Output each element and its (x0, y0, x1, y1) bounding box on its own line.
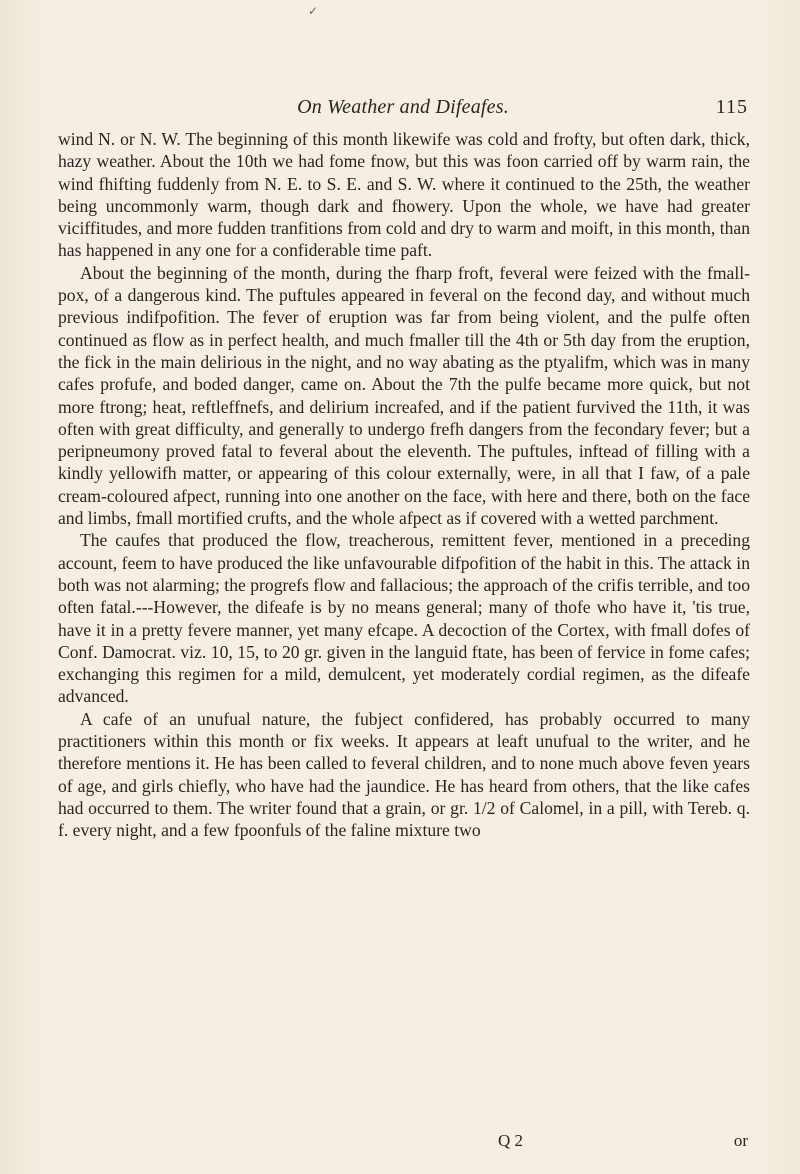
body-text (58, 128, 750, 842)
pencil-mark: ✓ (308, 4, 319, 18)
paragraph: A cafe of an unufual nature, the fubject confidered, has probably occurred to many practitioners within this month or fix weeks. It appears at leaft unufual to the writer, and he therefore mentions it. He has been called to feveral children, and to none much above feven years of age, and girls chiefly, who have had the jaundice. He has heard from others, that the like cafes had occurred to them. The writer found that a grain, or gr. 1/2 of Calomel, in a pill, with Tereb. q. f. every night, and a few fpoonfuls of the faline mixture two (58, 708, 750, 841)
paragraph: About the beginning of the month, during the fharp froft, feveral were feized with the fmall-pox, of a dangerous kind. The puftules appeared in feveral on the fecond day, and without much previous indifpofition. The fever of eruption was far from being violent, and the pulfe often continued as flow as in perfect health, and much fmaller till the 4th or 5th day from the eruption, the fick in the main delirious in the night, and no way abating as the ptyalifm, which was in many cafes profufe, and boded danger, came on. About the 7th the pulfe became more quick, but not more ftrong; heat, reftleffnefs, and delirium increafed, and if the patient furvived the 11th, it was often with great difficulty, and generally to undergo frefh dangers from the fecondary fever; but a peripneumony proved fatal to feveral about the eleventh. The puftules, inftead of filling with a kindly yellowifh matter, or appearing of this colour externally, were, in all that I faw, of a pale cream-coloured afpect, running into one another on the face, with here and there, both on the face and limbs, fmall mortified crufts, and the whole afpect as if covered with a wetted parchment. (58, 262, 750, 529)
catchword: or (733, 1131, 748, 1150)
running-head (58, 96, 748, 122)
paragraph: wind N. or N. W. The beginning of this month likewife was cold and frofty, but often dark, thick, hazy weather. About the 10th we had fome fnow, but this was foon carried off by warm rain, the wind fhifting fuddenly from N. E. to S. E. and S. W. where it continued to the 25th, the weather being uncommonly warm, though dark and fhowery. Upon the whole, we have had greater viciffitudes, and more fudden tranfitions from cold and dry to warm and moift, in this month, than has happened in any one for a confiderable time paft. (58, 129, 750, 261)
paragraph: The caufes that produced the flow, treacherous, remittent fever, mentioned in a preceding account, feem to have produced the like unfavourable difpofition of the habit in this. The attack in both was not alarming; the progrefs flow and fallacious; the approach of the crifis terrible, and too often fatal.---However, the difeafe is by no means general; many of thofe who have it, 'tis true, have it in a pretty fevere manner, yet many efcape. A decoction of the Cortex, with fmall dofes of Conf. Damocrat. viz. 10, 15, to 20 gr. given in the languid ftate, has been of fervice in fome cafes; exchanging this regimen for a mild, demulcent, yet moderately cordial regimen, as the difeafe advanced. (58, 530, 750, 707)
running-head-title: On Weather and Difeafes. (297, 96, 509, 118)
signature-mark: Q 2 (498, 1131, 524, 1150)
page-number: 115 (715, 96, 748, 118)
